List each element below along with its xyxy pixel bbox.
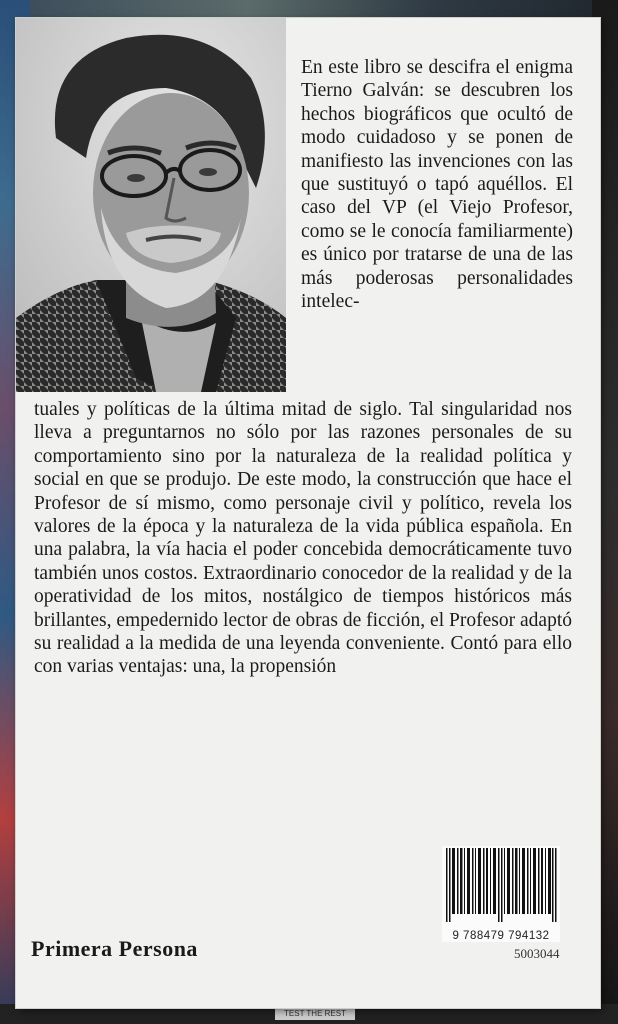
catalog-code: 5003044: [514, 946, 560, 961]
book-back-cover: [16, 18, 600, 1008]
barcode-bars: [442, 846, 560, 922]
blurb-text-bottom: tuales y políticas de la última mitad de siglo. Tal singularidad nos lleva a preguntarnos no sólo por las razones personales de su comportamiento sino por la naturaleza de la realidad política y social en que se produjo. De este modo, la construcción que hace el Profesor de sí mismo, como personaje civil y político, revela los valores de la época y la naturaleza de la vida pública española. En una palabra, la vía hacia el poder concebida democráticamente tuvo también unos costos. Extraordinario conocedor de la realidad y de la operatividad de los mitos, nostálgico de tiempos históricos más brillantes, empedernido lector de obras de ficción, el Profesor adaptó su realidad a la medida de una leyenda conveniente. Contó para ello con varias ventajas: una, la propensión: [34, 399, 572, 678]
background-top: [0, 0, 618, 20]
blurb-text-top: En este libro se descifra el enigma Tierno Galván: se descubren los hechos biográficos que ocultó de modo cuidadoso y se ponen de manifiesto las invenciones con las que sustituyó o tapó aquéllos. El caso del VP (el Viejo Profesor, como se le conocía familiarmente) es único por tratarse de una de las más poderosas personalidades intelec-: [301, 57, 573, 313]
background-label: TEST THE REST: [275, 1008, 355, 1020]
portrait-image: [16, 18, 286, 392]
isbn-barcode: [442, 846, 560, 942]
isbn-number: 9 788479 794132: [452, 930, 550, 942]
collection-name: Primera Persona: [31, 936, 198, 961]
author-portrait: [16, 18, 286, 392]
